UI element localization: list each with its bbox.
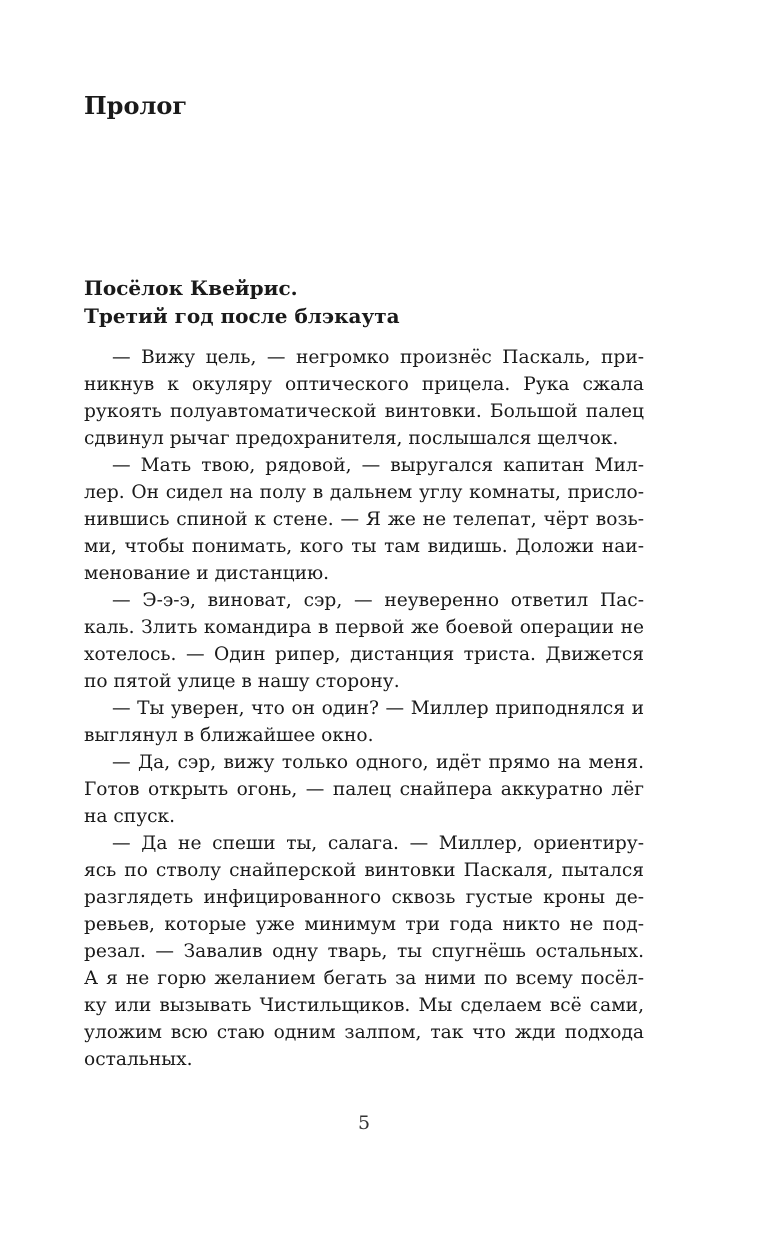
text-line: никнув к окуляру оптического прицела. Рука сжала [84,374,644,395]
text-line: рукоять полуавтоматической винтовки. Большой палец [84,401,644,422]
text-line: хотелось. — Один рипер, дистанция триста. Движется [84,644,644,665]
text-line: А я не горю желанием бегать за ними по всему посёл- [84,968,644,989]
text-line: ми, чтобы понимать, кого ты там видишь. Доложи наи- [84,536,644,557]
text-line: — Мать твою, рядовой, — выругался капитан Мил- [112,455,644,476]
text-line: лер. Он сидел на полу в дальнем углу комнаты, присло- [84,482,644,503]
text-line: — Э-э-э, виноват, сэр, — неуверенно ответил Пас- [112,590,644,611]
text-line: ревьев, которые уже минимум три года никто не под- [84,914,644,935]
chapter-title: Пролог [84,91,188,120]
text-line: Готов открыть огонь, — палец снайпера аккуратно лёг [84,779,644,800]
text-line: сдвинул рычаг предохранителя, послышался щелчок. [84,428,619,449]
section-title-line: Посёлок Квейрис. [84,276,298,300]
text-line: — Ты уверен, что он один? — Миллер приподнялся и [112,698,644,719]
text-line: остальных. [84,1049,193,1070]
text-line: уложим всю стаю одним залпом, так что жди подхода [84,1022,644,1043]
text-line: ясь по стволу снайперской винтовки Паскаля, пытался [84,860,644,881]
body-text [84,344,644,1073]
text-line: — Да не спеши ты, салага. — Миллер, ориентиру- [112,833,644,854]
text-line: нившись спиной к стене. — Я же не телепат, чёрт возь- [84,509,644,530]
text-line: выглянул в ближайшее окно. [84,725,374,746]
text-line: на спуск. [84,806,176,827]
text-line: — Да, сэр, вижу только одного, идёт прямо на меня. [112,752,644,773]
text-line: ку или вызывать Чистильщиков. Мы сделаем всё сами, [84,995,644,1016]
text-line: — Вижу цель, — негромко произнёс Паскаль, при- [112,347,644,368]
text-line: каль. Злить командира в первой же боевой операции не [84,617,644,638]
page-number: 5 [357,1112,371,1134]
text-line: резал. — Завалив одну тварь, ты спугнёшь остальных. [84,941,644,962]
text-line: менование и дистанцию. [84,563,330,584]
text-line: разглядеть инфицированного сквозь густые кроны де- [84,887,644,908]
text-line: по пятой улице в нашу сторону. [84,671,400,692]
section-title [84,274,644,330]
section-title-line: Третий год после блэкаута [84,304,400,328]
